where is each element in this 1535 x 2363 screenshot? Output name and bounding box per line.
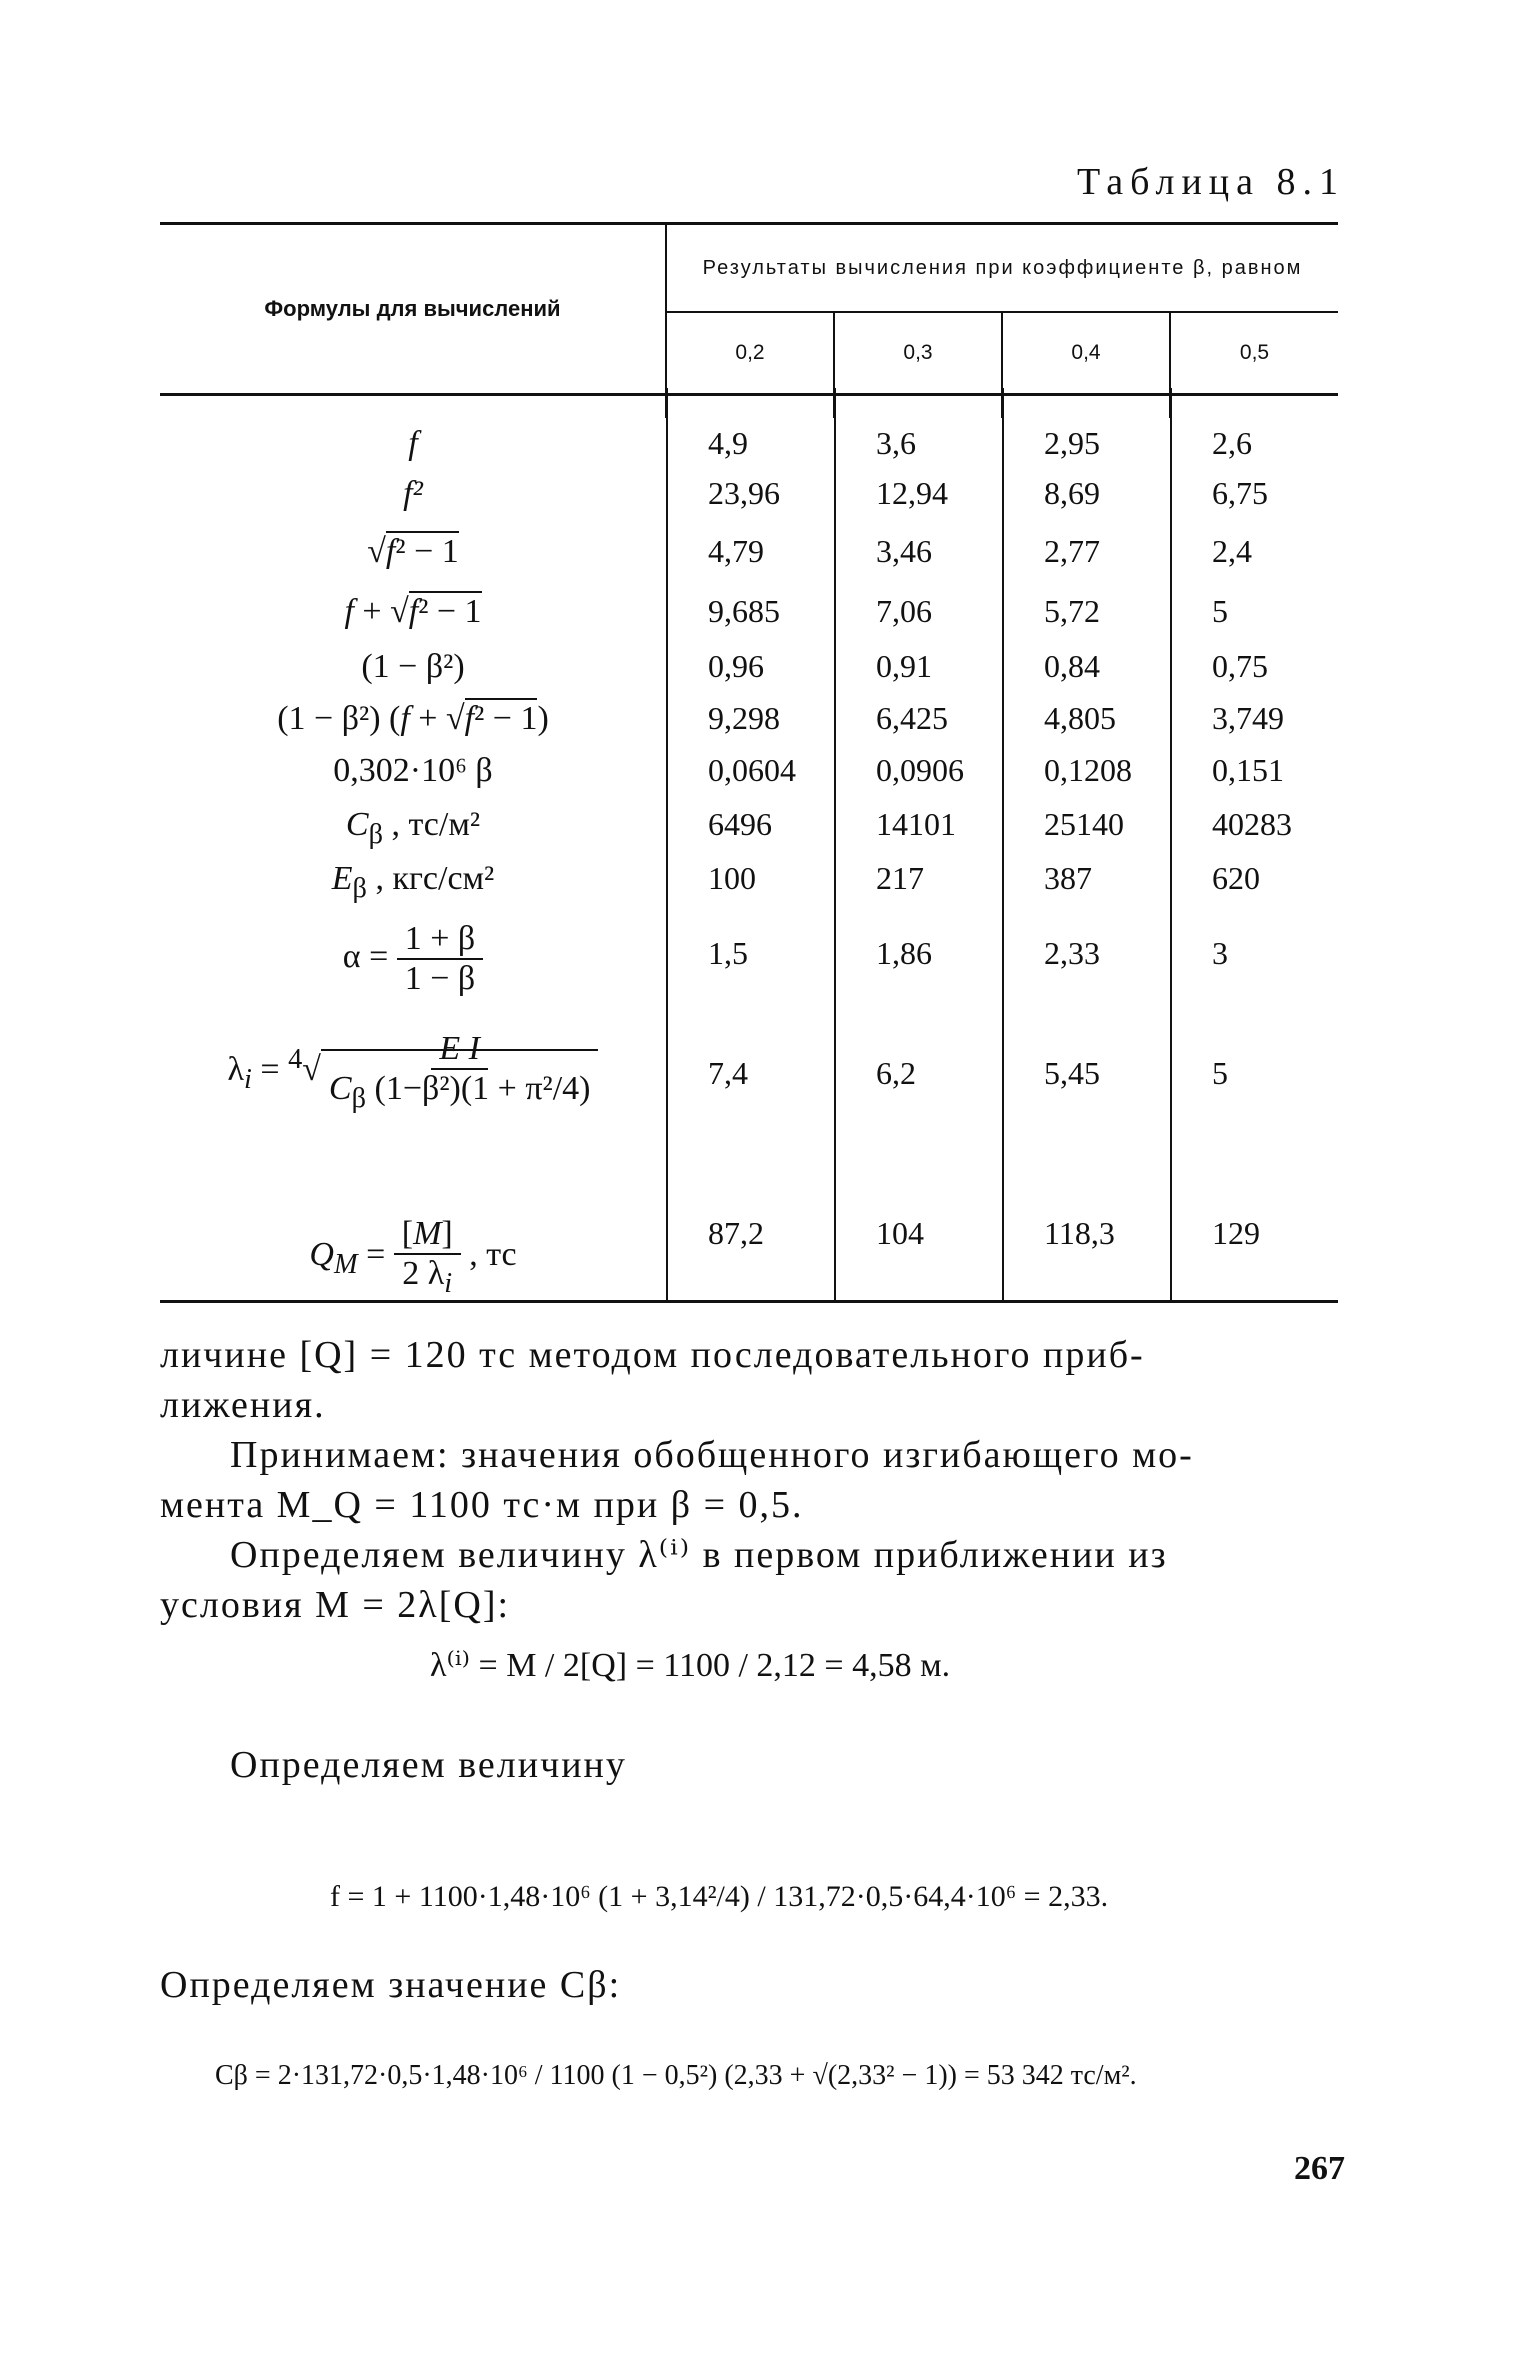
table-cell: 620 — [1212, 860, 1260, 896]
table-cell: 6,2 — [876, 1055, 916, 1091]
table-cell: 5,72 — [1044, 593, 1100, 629]
table-cell: 3 — [1212, 935, 1228, 971]
results-header: Результаты вычисления при коэффициенте β, равном — [666, 224, 1338, 313]
calculation-table — [160, 222, 1338, 418]
equation-f: f = 1 + 1100·1,48·10⁶ (1 + 3,14²/4) / 131,72·0,5·64,4·10⁶ = 2,33. — [330, 1880, 1109, 1913]
table-cell: 217 — [876, 860, 924, 896]
table-cell: 4,805 — [1044, 700, 1116, 736]
table-cell: 2,95 — [1044, 425, 1100, 461]
page-number: 267 — [1294, 2150, 1345, 2187]
table-cell: 129 — [1212, 1215, 1260, 1251]
column-header: 0,5 — [1239, 341, 1270, 364]
formula-alpha: α = $\frac{1 + \beta}{1 - \beta}$ — [160, 920, 666, 998]
table-cell: 12,94 — [876, 475, 948, 511]
formula-c-beta: $C_\beta$ , тс/м² — [345, 806, 481, 850]
table-cell: 1,86 — [876, 935, 932, 971]
table-cell: 6,75 — [1212, 475, 1268, 511]
table-cell: 2,4 — [1212, 533, 1252, 569]
table-cell: 2,77 — [1044, 533, 1100, 569]
table-cell: 5,45 — [1044, 1055, 1100, 1091]
formula-lambda: $\lambda_i = ^4√$ $\frac{\text{E I}}{C_\beta (1-\beta^2)(1 + \pi^2/4)}$ — [160, 1030, 666, 1115]
formula-f: f — [408, 425, 418, 462]
table-cell: 2,33 — [1044, 935, 1100, 971]
paragraph-line: Определяем величину — [230, 1744, 627, 1786]
formula-sqrt-f2-minus-1: √f² − 1 — [367, 533, 459, 570]
table-cell: 7,4 — [708, 1055, 748, 1091]
table-cell: 87,2 — [708, 1215, 764, 1251]
paragraph-line: личине [Q] = 120 тс методом последовательного приб- — [160, 1334, 1145, 1376]
formula-q-m: $Q_M$ = $\frac{[M]}{2 \lambda_i}$ , тс — [309, 1215, 517, 1299]
formula-column-header: Формулы для вычислений — [160, 224, 666, 395]
table-cell: 4,79 — [708, 533, 764, 569]
table-cell: 6496 — [708, 806, 772, 842]
equation-c-beta: Cβ = 2·131,72·0,5·1,48·10⁶ / 1100 (1 − 0,5²) (2,33 + √(2,33² − 1)) = 53 342 тс/м². — [215, 2060, 1137, 2091]
table-cell: 118,3 — [1044, 1215, 1115, 1251]
table-cell: 0,151 — [1212, 752, 1284, 788]
table-cell: 5 — [1212, 593, 1228, 629]
table-cell: 4,9 — [708, 425, 748, 461]
table-caption: Таблица 8.1 — [1076, 161, 1345, 203]
table-cell: 100 — [708, 860, 756, 896]
table-cell: 104 — [876, 1215, 924, 1251]
column-header: 0,3 — [834, 312, 1002, 395]
formula-0302: 0,302·10⁶ β — [333, 752, 493, 789]
table-cell: 14101 — [876, 806, 956, 842]
paragraph-line: мента M_Q = 1100 тс·м при β = 0,5. — [160, 1484, 804, 1526]
table-cell: 0,84 — [1044, 648, 1100, 684]
table-cell: 0,91 — [876, 648, 932, 684]
formula-f-squared: f² — [403, 475, 423, 512]
table-cell: 0,0604 — [708, 752, 796, 788]
table-cell: 0,75 — [1212, 648, 1268, 684]
table-cell: 3,46 — [876, 533, 932, 569]
column-header: 0,2 — [666, 312, 834, 395]
formula-product: (1 − β²) (f + √f² − 1) — [277, 700, 549, 737]
formula-1-minus-beta2: (1 − β²) — [361, 648, 465, 685]
table-cell: 3,6 — [876, 425, 916, 461]
paragraph-line: Определяем значение Cβ: — [160, 1964, 622, 2006]
formula-f-plus-sqrt: f + √f² − 1 — [344, 593, 482, 630]
table-cell: 7,06 — [876, 593, 932, 629]
formula-e-beta: $E_\beta$ , кгс/см² — [331, 860, 495, 904]
paragraph-line: лижения. — [160, 1384, 326, 1426]
table-cell: 0,1208 — [1044, 752, 1132, 788]
paragraph-line: Определяем величину λ⁽ⁱ⁾ в первом приближении из — [230, 1534, 1168, 1576]
table-cell: 3,749 — [1212, 700, 1284, 736]
table-cell: 9,685 — [708, 593, 780, 629]
table-cell: 1,5 — [708, 935, 748, 971]
table-cell: 387 — [1044, 860, 1092, 896]
table-cell: 2,6 — [1212, 425, 1252, 461]
equation-lambda: λ⁽ⁱ⁾ = M / 2[Q] = 1100 / 2,12 = 4,58 м. — [430, 1647, 951, 1684]
table-cell: 8,69 — [1044, 475, 1100, 511]
table-cell: 6,425 — [876, 700, 948, 736]
table-cell: 23,96 — [708, 475, 780, 511]
paragraph-line: условия M = 2λ[Q]: — [160, 1584, 511, 1626]
column-header: 0,4 — [1002, 312, 1170, 395]
table-cell: 5 — [1212, 1055, 1228, 1091]
paragraph-line: Принимаем: значения обобщенного изгибающего мо- — [230, 1434, 1194, 1476]
table-cell: 0,96 — [708, 648, 764, 684]
table-cell: 40283 — [1212, 806, 1292, 842]
table-cell: 25140 — [1044, 806, 1124, 842]
table-cell: 0,0906 — [876, 752, 964, 788]
table-cell: 9,298 — [708, 700, 780, 736]
